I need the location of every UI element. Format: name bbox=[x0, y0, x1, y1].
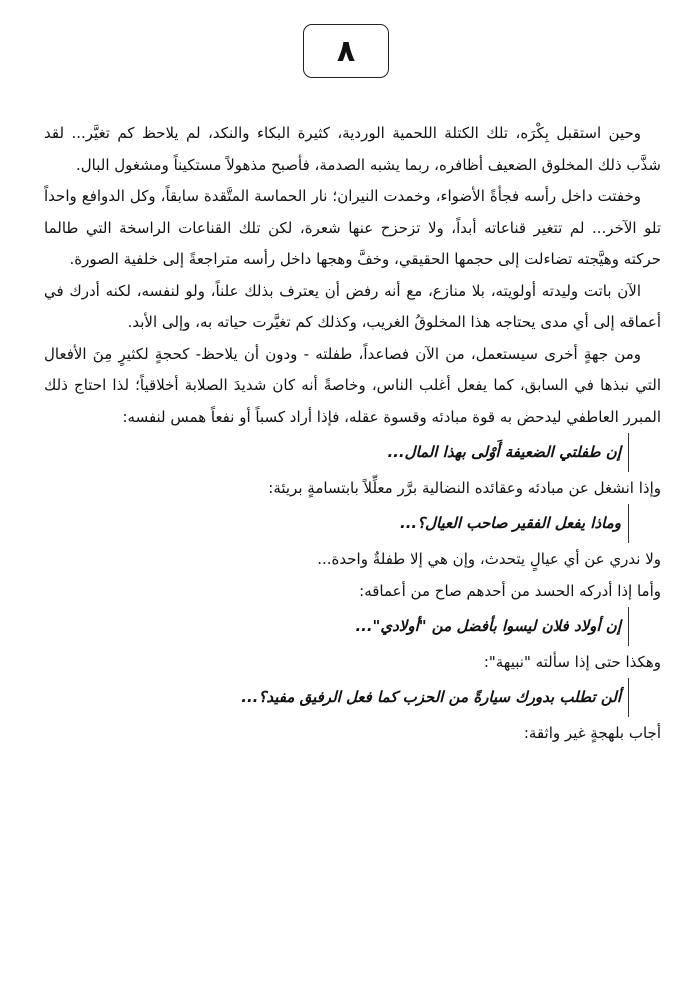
dialogue-quote bbox=[44, 607, 661, 646]
quote-text: إن أولاد فلان ليسوا بأفضل من "أولادي"... bbox=[355, 616, 621, 635]
narration-line: وهكذا حتى إذا سألته "نبيهة": bbox=[483, 653, 661, 671]
dialogue-dash bbox=[628, 678, 629, 717]
paragraph: وخفتت داخل رأسه فجأةً الأضواء، وخمدت النيران؛ نار الحماسة المتَّقدة سابقاً، وكل الدوافع واحداً تلو الآخر... لم تتغير قناعاته أبداً، ولا تزحزح عنها شعرة، لكن تلك القناعات الراسخة التي طالما حركته وهيَّجته تضاءلت إلى حجمها الحقيقي، وخفَّ وهجها داخل رأسه متراجعةً إلى خلفية الصورة. bbox=[44, 187, 661, 268]
quote-text: وماذا يفعل الفقير صاحب العيال؟... bbox=[400, 513, 621, 532]
narration-line: ولا ندري عن أي عيالٍ يتحدث، وإن هي إلا طفلةٌ واحدة... bbox=[317, 550, 661, 568]
dialogue-dash bbox=[628, 433, 629, 472]
paragraph: وحين استقبل بِكْرَه، تلك الكتلة اللحمية الوردية، كثيرة البكاء والنكد، لم يلاحظ كم تغيَّر... لقد شذَّب ذلك المخلوق الضعيف أظافره، ربما يشبه الصدمة، فأصبح مذهولاً مستكيناً ومشغول البال. bbox=[44, 124, 661, 174]
body-text bbox=[44, 118, 661, 749]
quote-text: إن طفلتي الضعيفة أَوْلى بهذا المال... bbox=[387, 442, 621, 461]
paragraph: الآن باتت وليدته أولويته، بلا منازع، مع أنه رفض أن يعترف بذلك علناً، ولو لنفسه، لكنه أدرك في أعماقه إلى أي مدى يحتاجه هذا المخلوقُ الغريب، وكذلك كم تغيَّرت حياته به، وإلى الأبد. bbox=[44, 281, 661, 331]
narration-line: وإذا انشغل عن مبادئه وعقائده النضالية برَّر معلِّلاً بابتسامةٍ بريئة: bbox=[268, 479, 661, 497]
dialogue-dash bbox=[628, 607, 629, 646]
narration-line: أجاب بلهجةٍ غير واثقة: bbox=[523, 724, 661, 742]
narration-line: وأما إذا أدركه الحسد من أحدهم صاح من أعماقه: bbox=[359, 582, 661, 600]
dialogue-quote bbox=[44, 678, 661, 717]
page-number: ٨ bbox=[303, 24, 389, 78]
dialogue-quote bbox=[44, 504, 661, 543]
quote-text: ألن تطلب بدورك سيارةً من الحزب كما فعل الرفيق مفيد؟... bbox=[241, 687, 621, 706]
dialogue-dash bbox=[628, 504, 629, 543]
dialogue-quote bbox=[44, 433, 661, 472]
paragraph: ومن جهةٍ أخرى سيستعمل، من الآن فصاعداً، طفلته - ودون أن يلاحظ- كحجةٍ لكثيرٍ مِنَ الأفعال التي نبذها في السابق، كما يفعل أغلب الناس، وخاصةً أنه كان شديدَ الصلابة أخلاقياً؛ لذا احتاج ذلك المبرر العاطفي ليدحض به قوة مبادئه وقسوة عقله، فإذا أراد كسباً أو نفعاً همس لنفسه: bbox=[44, 344, 661, 426]
